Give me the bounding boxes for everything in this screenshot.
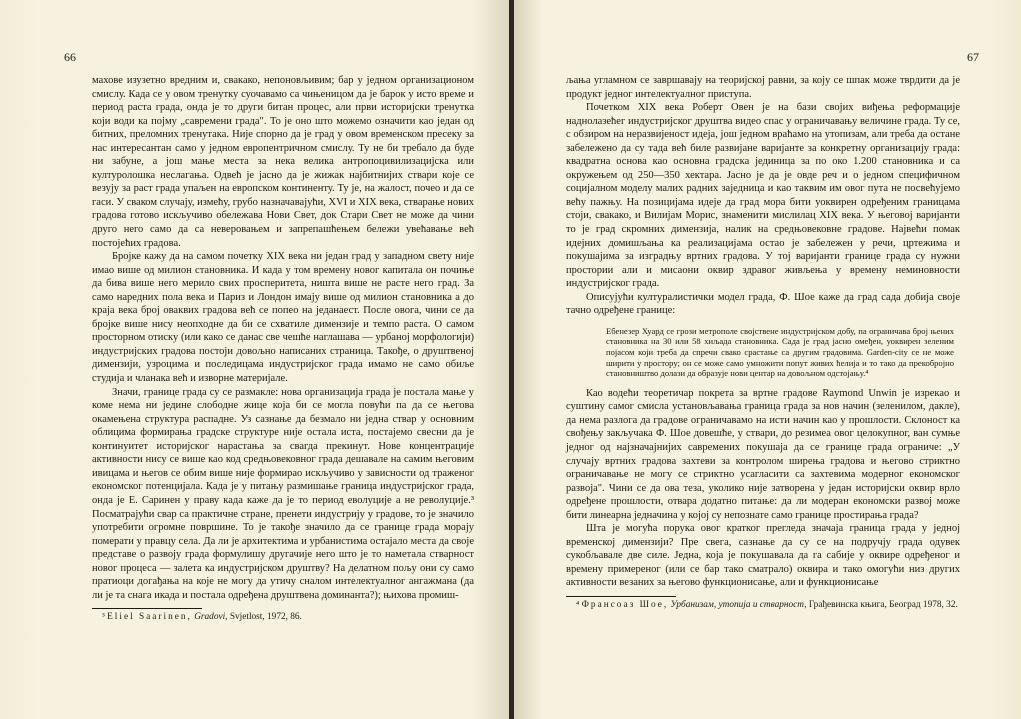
block-quote: Ебенезер Хуард се грози метрополе својствене индустријском добу, па ограничава број њених становника на 30 или 58 хиљада становника. Сада је град јасно омеђен, уоквирен зеленим појасом који треба да спречи свако срастање са другим градовима. Garden-city се не може ширити у простору; он се може само умножити попут живих ћелија и то тако да прекобројно становништво долази да образује нови центар на довољном одстојању.⁴ bbox=[606, 325, 954, 379]
footnote-author: Eliel Saarinen, bbox=[107, 612, 192, 623]
paragraph: Значи, границе града су се размакле: нова организација града је постала мање у коме нема ни једине слободне жице која би се могла повући па да се његова окамењена структура распадне. Уз сазнање да безмало ни једна ствар у основним облицима формирања градске структуре није остала иста, постајемо свесни да је континуитет историјског нарастања за свагда прекинут. Нове концентрације активности нису се више као код средњовековног града дешавале на самим његовим ивицама и његов се обим више није формирао искључиво у зависности од траженог економског потенцијала. Када је у питању размишање граница индустријског града, онда је Е. Саринен у праву када каже да је то период еволуције а не револуције.³ Посматрајући свар са практичне стране, пренети индустрију у градове, то је значило употребити огромне површине. То је такође значило да се границе града морају померати у правцу села. Да ли је архитектима и урбанистима остајало места да своје представе о развоју града формулишу другачије него што је то наметала стварност новог процеса — залета ка индустријском друштву? На делатном пољу они су само пратиоци догађања на које не могу да утичу сналом интелектуалног ангажмана (да ли је та снага икада и постала одређена друштвена доминанта?); њихова промиш- bbox=[92, 386, 474, 601]
paragraph: Као водећи теоретичар покрета за вртне градове Raymond Unwin је изрекао и суштину самог смисла установљавања граница града за нов начин (зеленилом, дакле), да нема разлога да градове ограничавамо на исти начин као у прошлости. Склоност ка свођењу закључака Ф. Шое довешће, у ствари, до резимеа овог целокупног, ван сумње једног од најзначајнијих савремених покушаја да се границе града ограниче: „У случају вртних градова захтеви за контролом ширења градова и његово стриктно ограничавање не могу се стриктно усагласити са захтевима модерног економског развоја". Чини се да ова теза, уколико није затворена у један историјски оквир врло одређене прошлости, отвара додатно питање: да ли модеран економски развој може бити линеарна једначина у којој су непознате само границе простирања града? bbox=[566, 387, 960, 521]
left-page-body bbox=[92, 74, 474, 624]
paragraph: љања угламном се завршавају на теоријској равни, за коју се шпак може тврдити да је продукт једног интелектуалног приступа. bbox=[566, 75, 960, 100]
footnote-divider bbox=[566, 596, 676, 597]
footnote-marker: ³ bbox=[102, 612, 105, 623]
footnote-rest: Грађевинска књига, Београд 1978, 32. bbox=[808, 600, 958, 611]
footnote-author: Франсоаз Шое, bbox=[581, 600, 669, 611]
right-page-body bbox=[566, 74, 960, 612]
footnote-rest: Svjetlost, 1972, 86. bbox=[229, 612, 302, 623]
footnote-marker: ⁴ bbox=[576, 600, 580, 611]
paragraph: Шта је могућа порука овог кратког прегледа значаја граница града у једној временској димензији? Пре свега, сазнање да су се на подручју града одувек сукобљавале две силе. Једна, која је покушавала да га сабије у оквире одређеног и времену примереног (или се бар тако сматрало) оквира и тако омогући низ других активности везаних за његово функционисање, али и функционисање bbox=[566, 523, 960, 589]
footnote-title: Урбанизам, утопија и стварност, bbox=[670, 600, 807, 611]
footnote-title: Gradovi, bbox=[194, 612, 228, 623]
paragraph: махове изузетно вредним и, свакако, непоновљивим; бар у једном организационом смислу. Када се у овом тренутку суочавамо са чињеницом да је барок у исто време и период раста града, онда је то други битан процес, али први историјски тренутка који води ка појму „савремени града". То је оно што можемо означити као један од битних, преломних тренутака. Није спорно да је град у овом временском пресеку за нас интересантан само у једном европентричном смислу. Ту не би требало да буде ни забуне, а још мање места за нека велика антропоцивилизацијска или културолошка неслагања. Одвећ је јасно да је жижак најбитнијих ствари које се везују за раст града упаљен на европском континенту. Ту је, на жалост, почео и да се гаси. У сваком случају, измећу, грубо назначавајући, XVI и XIX века, стварање нових градова готово искључиво обележава Нови Свет, док Стари Свет не може да чини друго него само да са неверовањем и запрепашћењем бележи увећавање већ постојећих градова. bbox=[92, 75, 474, 249]
footnote bbox=[92, 612, 474, 624]
page-number-left: 66 bbox=[64, 50, 76, 64]
footnote bbox=[566, 600, 960, 612]
page-number-right: 67 bbox=[967, 50, 979, 64]
right-page bbox=[514, 0, 1021, 719]
paragraph: Бројке кажу да на самом почетку XIX века ни један град у западном свету није имао више од милион становника. И када у том времену новог капитала он почиње да бива више него мерило свих просперитета, ништа више не расте него град. За само наредних пола века и Париз и Лондон имају више од милион становника а до краја века број оваквих градова већ се попео на једанаест. После овога, чини се да бројке више нису неопходне да би се схватиле димензије и темпо раста. О самом просторном отиску (или како се данас све чешће наглашава — урбаној морфологији) индустријских градова постоји довољно написаних страница. Такође, о друштвеној димензији, узроцима и последицама индустријског града имамо не само обиље студија и чланака већ и изворне материјале. bbox=[92, 251, 474, 385]
paragraph: Описујући културалистички модел града, Ф. Шое каже да град сада добија своје тачно одређене границе: bbox=[566, 291, 960, 317]
paragraph: Почетком XIX века Роберт Овен је на бази својих виђења реформације наднолазећег индустријског друштва видео спас у ограничавању величине града. Ту се, с обзиром на неразвијеност идеја, још једном враћамо на утопизам, али треба да остане забележено да су тада већ биле развијане варијанте за конкретну организацију града: квадратна основа као основна градска јединица за по око 1.200 становника и са окружењем од 250—350 хектара. Јасно је да је овде реч и о једном специфичном социјалном моделу малих радних заједница и као таквим им овог пута не посвећујемо већу пажњу. На позицијама идеје да град мора бити уоквирен одређеним границама стоји, свакако, и Вилијам Морис, знаменити мислилац XIX века. У његовој варијанти то је град скромних димензија, налик на средњовековне градове. Највећи помак идејних домишљања ка реализацијама остао је забележен у речи, цртежима и покушајима за изградњу вртних градова. У тој варијанти границе града су нужни простории али и мисаони оквир здравог живљења у времену неминовности индустријског града. bbox=[566, 102, 960, 290]
footnote-divider bbox=[92, 608, 202, 609]
